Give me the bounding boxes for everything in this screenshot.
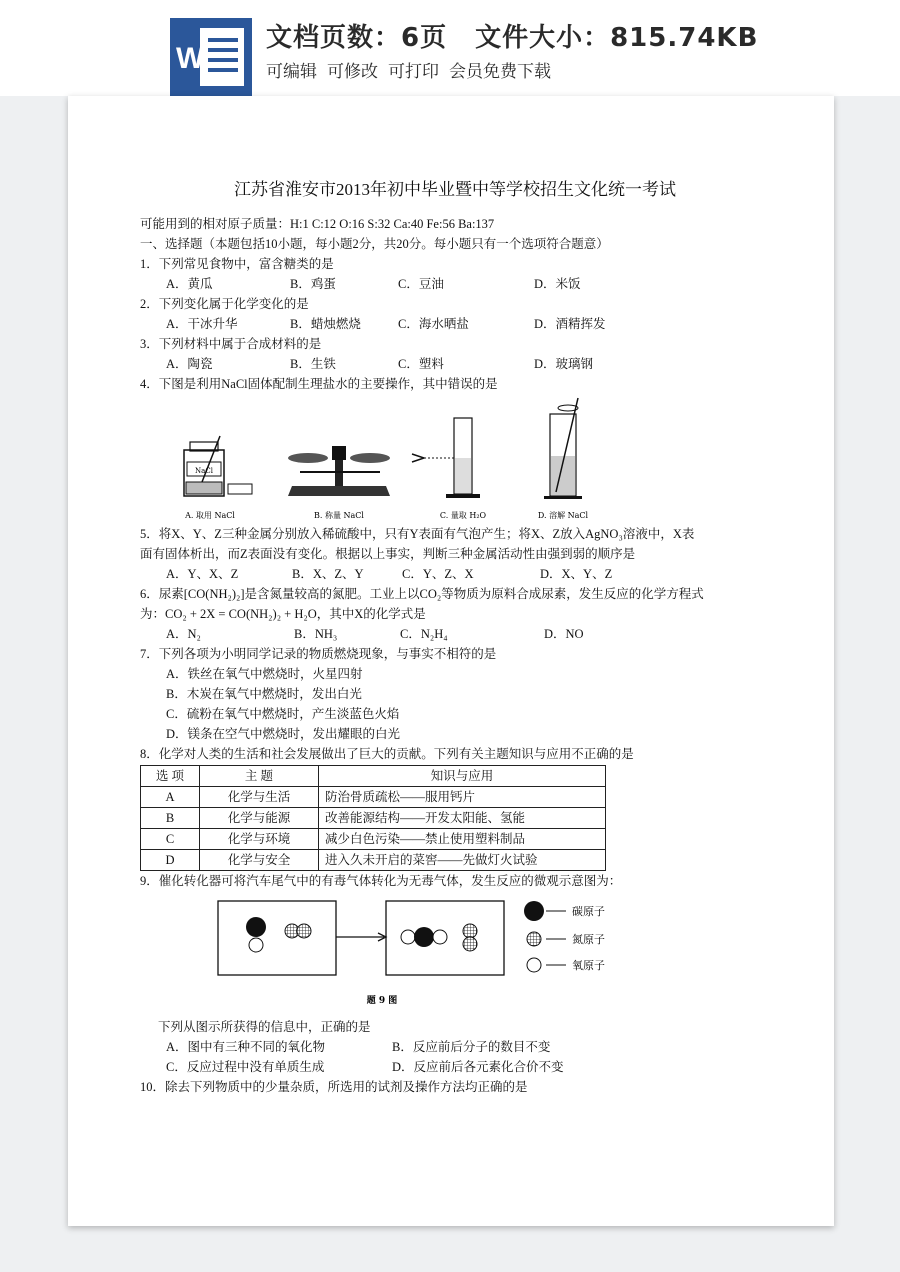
exam-title: 江苏省淮安市2013年初中毕业暨中等学校招生文化统一考试	[234, 180, 676, 199]
question-2-options	[140, 314, 770, 334]
option: D．反应前后各元素化合价不变	[392, 1060, 564, 1074]
question-4-stem: 4．下图是利用NaCl固体配制生理盐水的主要操作，其中错误的是	[140, 377, 498, 391]
oxygen-atom	[249, 938, 263, 952]
balance-illustration	[288, 446, 390, 496]
option: D．X、Y、Z	[540, 567, 613, 581]
svg-text:W: W	[176, 42, 205, 75]
table-cell: 进入久未开启的菜窖——先做灯火试验	[319, 850, 606, 871]
option: A．黄瓜	[166, 277, 213, 291]
table-row	[141, 808, 606, 829]
option: B．鸡蛋	[290, 277, 336, 291]
option: B．反应前后分子的数目不变	[392, 1040, 551, 1054]
feature-editable: 可编辑	[266, 62, 317, 82]
option: D．NO	[544, 627, 584, 641]
section-heading: 一、选择题（本题包括10小题，每小题2分，共20分。每小题只有一个选项符合题意）	[140, 237, 609, 251]
table-cell: 减少白色污染——禁止使用塑料制品	[319, 829, 606, 850]
table-cell: 防治骨质疏松——服用钙片	[319, 787, 606, 808]
table-cell: B	[141, 808, 200, 829]
question-9-sub: 下列从图示所获得的信息中，正确的是	[158, 1020, 371, 1034]
figure-label-d: D. 溶解 NaCl	[537, 511, 589, 520]
question-6-options	[140, 624, 770, 644]
table-cell: 改善能源结构——开发太阳能、氢能	[319, 808, 606, 829]
option: D．米饭	[534, 277, 581, 291]
table-cell: 化学与能源	[200, 808, 319, 829]
legend-carbon: 碳原子	[572, 905, 605, 918]
option: D．玻璃钢	[534, 357, 594, 371]
option: A．陶瓷	[166, 357, 213, 371]
carbon-atom	[414, 927, 434, 947]
option: D．酒精挥发	[534, 317, 606, 331]
question-6-stem-line-1: 6．尿素[CO(NH₂)₂]是含氮量较高的氮肥。工业上以CO₂等物质为原料合成尿素，发生反应的化学方程式	[140, 587, 704, 601]
question-2-stem: 2．下列变化属于化学变化的是	[140, 297, 309, 311]
figure-label-a: A. 取用 NaCl	[185, 511, 235, 520]
oxygen-atom	[433, 930, 447, 944]
question-4-figure	[140, 394, 770, 524]
option: B．生铁	[290, 357, 336, 371]
feature-printable: 可打印	[388, 62, 439, 82]
question-1-stem: 1．下列常见食物中，富含糖类的是	[140, 257, 334, 271]
question-5-stem-line-1: 5．将X、Y、Z三种金属分别放入稀硫酸中，只有Y表面有气泡产生；将X、Z放入AgNO₃溶液中，X表	[140, 527, 695, 541]
legend-oxygen: 氧原子	[572, 959, 605, 972]
table-cell: 化学与环境	[200, 829, 319, 850]
question-10-stem: 10．除去下列物质中的少量杂质，所选用的试剂及操作方法均正确的是	[140, 1080, 528, 1094]
question-6-stem-line-2: 为：CO₂ + 2X = CO(NH₂)₂ + H₂O，其中X的化学式是	[140, 607, 426, 621]
column-header: 选 项	[141, 766, 200, 787]
nitrogen-atom	[463, 924, 477, 938]
oxygen-atom	[401, 930, 415, 944]
exam-content	[140, 178, 770, 1097]
figure-label-b: B. 称量 NaCl	[314, 511, 364, 520]
option: A．N₂	[166, 627, 201, 641]
legend-nitrogen-icon	[527, 932, 541, 946]
table-cell: 化学与生活	[200, 787, 319, 808]
option: C．硫粉在氧气中燃烧时，产生淡蓝色火焰	[166, 707, 400, 721]
table-row	[141, 850, 606, 871]
option: A．Y、X、Z	[166, 567, 239, 581]
option: B．NH₃	[294, 627, 338, 641]
legend-nitrogen: 氮原子	[572, 933, 605, 946]
option: B．X、Z、Y	[292, 567, 364, 581]
figure-caption: 题 9 图	[366, 996, 398, 1006]
nitrogen-atom	[463, 937, 477, 951]
option: C．海水晒盐	[398, 317, 469, 331]
option: C．N₂H₄	[400, 627, 448, 641]
table-cell: A	[141, 787, 200, 808]
salt-jar-illustration	[184, 436, 252, 496]
page-count: 文档页数：6页	[266, 23, 448, 53]
option: B．蜡烛燃烧	[290, 317, 361, 331]
column-header: 知识与应用	[319, 766, 606, 787]
file-size: 文件大小：815.74KB	[475, 23, 759, 53]
beaker-stirring-illustration	[544, 398, 582, 499]
option: A．干冰升华	[166, 317, 238, 331]
question-1-options	[140, 274, 770, 294]
question-5-options	[140, 564, 770, 584]
question-3-stem: 3．下列材料中属于合成材料的是	[140, 337, 322, 351]
banner	[0, 0, 900, 96]
table-row	[141, 787, 606, 808]
question-9-options-row-1	[140, 1037, 770, 1057]
atomic-masses: 可能用到的相对原子质量：H:1 C:12 O:16 S:32 Ca:40 Fe:56 Ba:137	[140, 217, 495, 231]
question-8-stem: 8．化学对人类的生活和社会发展做出了巨大的贡献。下列有关主题知识与应用不正确的是	[140, 747, 634, 761]
legend-oxygen-icon	[527, 958, 541, 972]
option: C．豆油	[398, 277, 444, 291]
table-cell: 化学与安全	[200, 850, 319, 871]
oxygen-atom	[297, 924, 311, 938]
graduated-cylinder-illustration	[412, 418, 480, 498]
question-9-figure	[140, 891, 770, 1017]
question-9-stem: 9．催化转化器可将汽车尾气中的有毒气体转化为无毒气体，发生反应的微观示意图为：	[140, 874, 622, 888]
table-cell: C	[141, 829, 200, 850]
option: D．镁条在空气中燃烧时，发出耀眼的白光	[166, 727, 401, 741]
feature-member-download: 会员免费下载	[449, 62, 551, 82]
column-header: 主 题	[200, 766, 319, 787]
question-5-stem-line-2: 面有固体析出，而Z表面没有变化。根据以上事实，判断三种金属活动性由强到弱的顺序是	[140, 547, 636, 561]
figure-label-c: C. 量取 H₂O	[439, 511, 487, 520]
option: A．图中有三种不同的氧化物	[166, 1040, 326, 1054]
table-cell: D	[141, 850, 200, 871]
option: A．铁丝在氧气中燃烧时，火星四射	[166, 667, 363, 681]
document-meta	[266, 22, 758, 84]
question-3-options	[140, 354, 770, 374]
table-row	[141, 829, 606, 850]
legend-carbon-icon	[524, 901, 544, 921]
question-9-options-row-2	[140, 1057, 770, 1077]
jar-label: NaCl	[195, 467, 213, 475]
carbon-atom	[246, 917, 266, 937]
option: B．木炭在氧气中燃烧时，发出白光	[166, 687, 362, 701]
table-header-row	[141, 766, 606, 787]
option: C．塑料	[398, 357, 444, 371]
option: C．Y、Z、X	[402, 567, 474, 581]
question-8-table	[140, 765, 606, 871]
question-7-stem: 7．下列各项为小明同学记录的物质燃烧现象，与事实不相符的是	[140, 647, 497, 661]
option: C．反应过程中没有单质生成	[166, 1060, 325, 1074]
word-document-icon	[170, 18, 252, 96]
document-page	[68, 96, 834, 1226]
reactant-box	[218, 901, 336, 975]
feature-modifiable: 可修改	[327, 62, 378, 82]
